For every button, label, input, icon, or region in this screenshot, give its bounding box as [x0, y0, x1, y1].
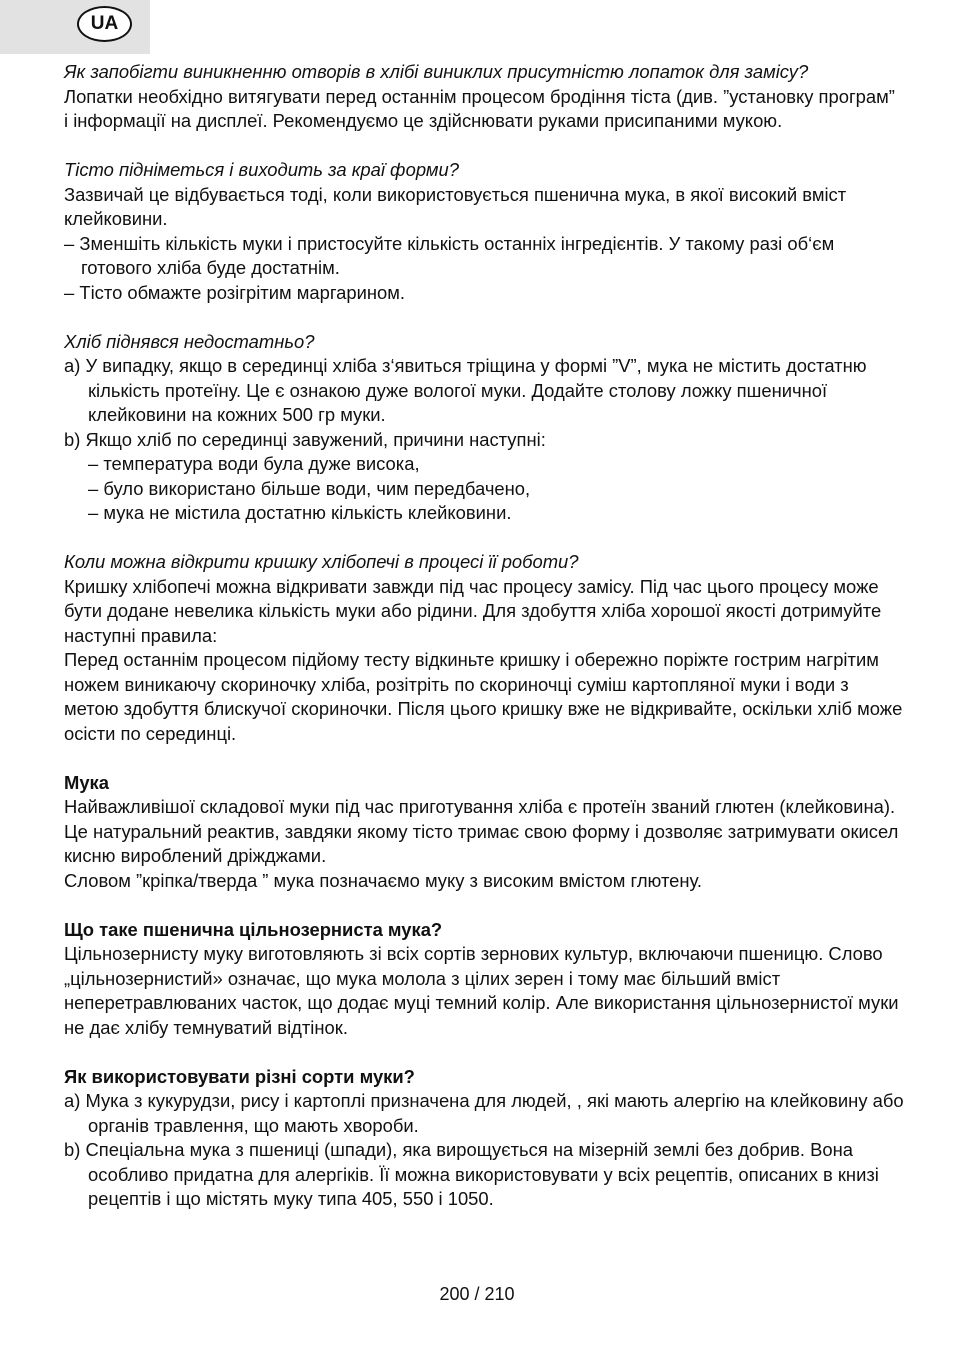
page-number [0, 1282, 954, 1307]
heading-flour: Мука [64, 771, 109, 793]
list-item: – Зменшіть кількість муки і пристосуйте кількість останніх інгредієнтів. У такому разі об‘єм готового хліба буде достатнім. [64, 232, 835, 278]
language-badge: UA [77, 6, 132, 42]
list-item-a: а) У випадку, якщо в серединці хліба з‘явиться тріщина у формі ”V”, мука не містить достатню кількість протеїну. Це є ознакою дуже вологої муки. Додайте столову ложку пшеничної клейковини на кожних 500 гр муки. [64, 355, 867, 425]
current-page: 200 [439, 1284, 470, 1304]
list-item: – Тісто обмажте розігрітим маргарином. [64, 281, 405, 303]
question-open-lid: Коли можна відкрити кришку хлібопечі в процесі її роботи? [64, 551, 579, 572]
faq-open-lid [64, 550, 904, 746]
language-tab [0, 0, 150, 54]
answer-holes: Лопатки необхідно витягувати перед останнім процесом бродіння тіста (див. ”установку програм” і інформації на дисплеї. Рекомендуємо це здійснювати руками присипаними мукою. [64, 85, 895, 131]
question-holes: Як запобігти виникненню отворів в хлібі виниклих присутністю лопаток для замісу? [64, 61, 809, 82]
total-pages: 210 [484, 1284, 515, 1304]
paragraph-flour-strong: Словом ”кріпка/тверда ” мука позначаємо муку з високим вмістом глютену. [64, 869, 703, 891]
section-wholegrain [64, 918, 904, 1041]
answer-open-lid-rules: Перед останнім процесом підйому тесту відкиньте кришку і обережно поріжте гострим нагрітим ножем виникаючу скориночку хліба, розітріть по скориночці суміш картопляної муки і води з метою здобуття блискучої скориночки. Після цього кришку вже не відкривайте, оскільки хліб може осісти по серединці. [64, 649, 903, 744]
sub-list-item: – було використано більше води, чим передбачено, [88, 477, 531, 499]
paragraph-wholegrain: Цільнозернисту муку виготовляють зі всіх сортів зернових культур, включаючи пшеницю. Слово „цільнозернистий» означає, що мука молола з цілих зерен і тому має більший вміст неперетравлюваних часток, що додає муці темний колір. Але використання цільнозернистої муки не дає хлібу темнуватий відтінок. [64, 943, 899, 1038]
list-item-b: b) Спеціальна мука з пшениці (шпади), яка вирощується на мізерній землі без добрив. Вона особливо придатна для алергіків. Її можна використовувати у всіх рецептів, описаних в книзі рецептів і що містять муку типа 405, 550 і 1050. [64, 1139, 879, 1209]
paragraph-flour: Найважливішої складової муки під час приготування хліба є протеїн званий глютен (клейковина). Це натуральний реактив, завдяки якому тісто тримає свою форму і дозволяє затримувати окисел кисню вироблений дріжджами. [64, 796, 899, 866]
sub-list-item: – температура води була дуже висока, [88, 453, 420, 474]
question-low-rise: Хліб піднявся недостатньо? [64, 330, 315, 352]
section-flour [64, 771, 904, 894]
question-dough-overflow: Тісто підніметься і виходить за краї форми? [64, 159, 459, 180]
answer-open-lid: Кришку хлібопечі можна відкривати завжди під час процесу замісу. Під час цього процесу може бути додане невелика кількість муки або рідини. Для здобуття хліба хорошої якості дотримуйте наступні правила: [64, 575, 882, 646]
list-item-b: b) Якщо хліб по серединці завужений, причини наступні: [64, 428, 546, 450]
heading-wholegrain: Що таке пшенична цільнозерниста мука? [64, 918, 443, 940]
sub-list-item: – мука не містила достатню кількість клейковини. [88, 502, 512, 523]
list-item-a: а) Мука з кукурудзи, рису і картоплі призначена для людей, , які мають алергію на клейковину або органів травлення, що мають хвороби. [64, 1090, 904, 1136]
faq-holes [64, 60, 904, 134]
faq-dough-overflow [64, 158, 904, 305]
answer-dough-overflow: Зазвичай це відбувається тоді, коли використовується пшенична мука, в якої високий вміст клейковини. [64, 183, 847, 229]
section-flour-types [64, 1065, 904, 1212]
heading-flour-types: Як використовувати різні сорти муки? [64, 1065, 415, 1087]
page-content [64, 60, 904, 1236]
faq-low-rise [64, 330, 904, 526]
page-separator: / [469, 1284, 485, 1304]
